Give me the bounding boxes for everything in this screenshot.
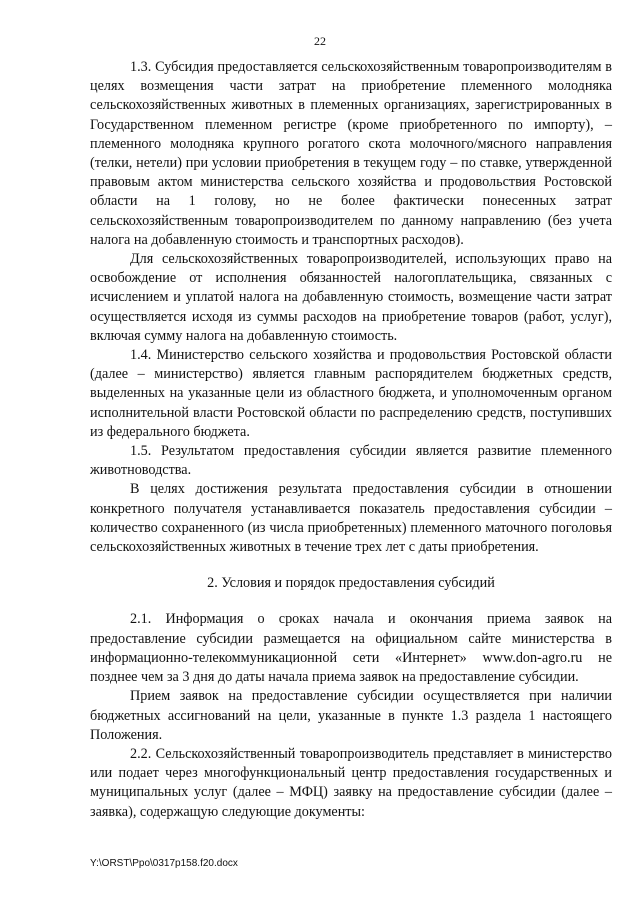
section-heading: 2. Условия и порядок предоставления субсидий	[207, 575, 495, 592]
page-number: 22	[314, 34, 326, 48]
paragraph-2-2: 2.2. Сельскохозяйственный товаропроизводитель представляет в министерство или подает через многофункциональный центр предоставления государственных и муниципальных услуг (далее – МФЦ) заявку на предоставление субсидии (далее – заявка), содержащую следующие документы:	[90, 745, 612, 820]
document-body	[90, 58, 612, 822]
paragraph-result-indicator: В целях достижения результата предоставления субсидии в отношении конкретного получателя устанавливается показатель предоставления субсидии – количество сохраненного (из числа приобретенных) племенного маточного поголовья сельскохозяйственных животных в течение трех лет с даты приобретения.	[90, 481, 612, 556]
paragraph-1-4: 1.4. Министерство сельского хозяйства и продовольствия Ростовской области (далее – министерство) является главным распорядителем бюджетных средств, выделенных на указанные цели из областного бюджета, и уполномоченным органом исполнительной власти Ростовской области по распределению средств, поступивших из федерального бюджета.	[90, 347, 612, 440]
paragraph-2-1: 2.1. Информация о сроках начала и окончания приема заявок на предоставление субсидии размещается на официальном сайте министерства в информационно-телекоммуникационной сети «Интернет» www.don-agro.ru не позднее чем за 3 дня до даты начала приема заявок на предоставление субсидии.	[90, 611, 612, 686]
paragraph-1-3: 1.3. Субсидия предоставляется сельскохозяйственным товаропроизводителям в целях возмещения части затрат на приобретение племенного молодняка сельскохозяйственных животных в племенных организациях, зарегистрированных в Государственном племенном регистре (кроме приобретенного по импорту), – племенного молодняка крупного рогатого скота молочного/мясного направления (телки, нетели) при условии приобретения в текущем году – по ставке, утвержденной правовым актом министерства сельского хозяйства и продовольствия Ростовской области на 1 голову, но не более фактически понесенных затрат сельскохозяйственным товаропроизводителем по данному направлению (без учета налога на добавленную стоимость и транспортных расходов).	[90, 59, 612, 248]
paragraph-1-5: 1.5. Результатом предоставления субсидии является развитие племенного животноводства.	[90, 443, 612, 479]
file-path-footer: Y:\ORST\Ppo\0317p158.f20.docx	[90, 858, 238, 869]
paragraph-applications: Прием заявок на предоставление субсидии осуществляется при наличии бюджетных ассигнований на цели, указанные в пункте 1.3 раздела 1 настоящего Положения.	[90, 688, 612, 743]
paragraph-vat-exemption: Для сельскохозяйственных товаропроизводителей, использующих право на освобождение от исполнения обязанностей налогоплательщика, связанных с исчислением и уплатой налога на добавленную стоимость, возмещение части затрат осуществляется исходя из суммы расходов на приобретение товаров (работ, услуг), включая сумму налога на добавленную стоимость.	[90, 251, 612, 344]
